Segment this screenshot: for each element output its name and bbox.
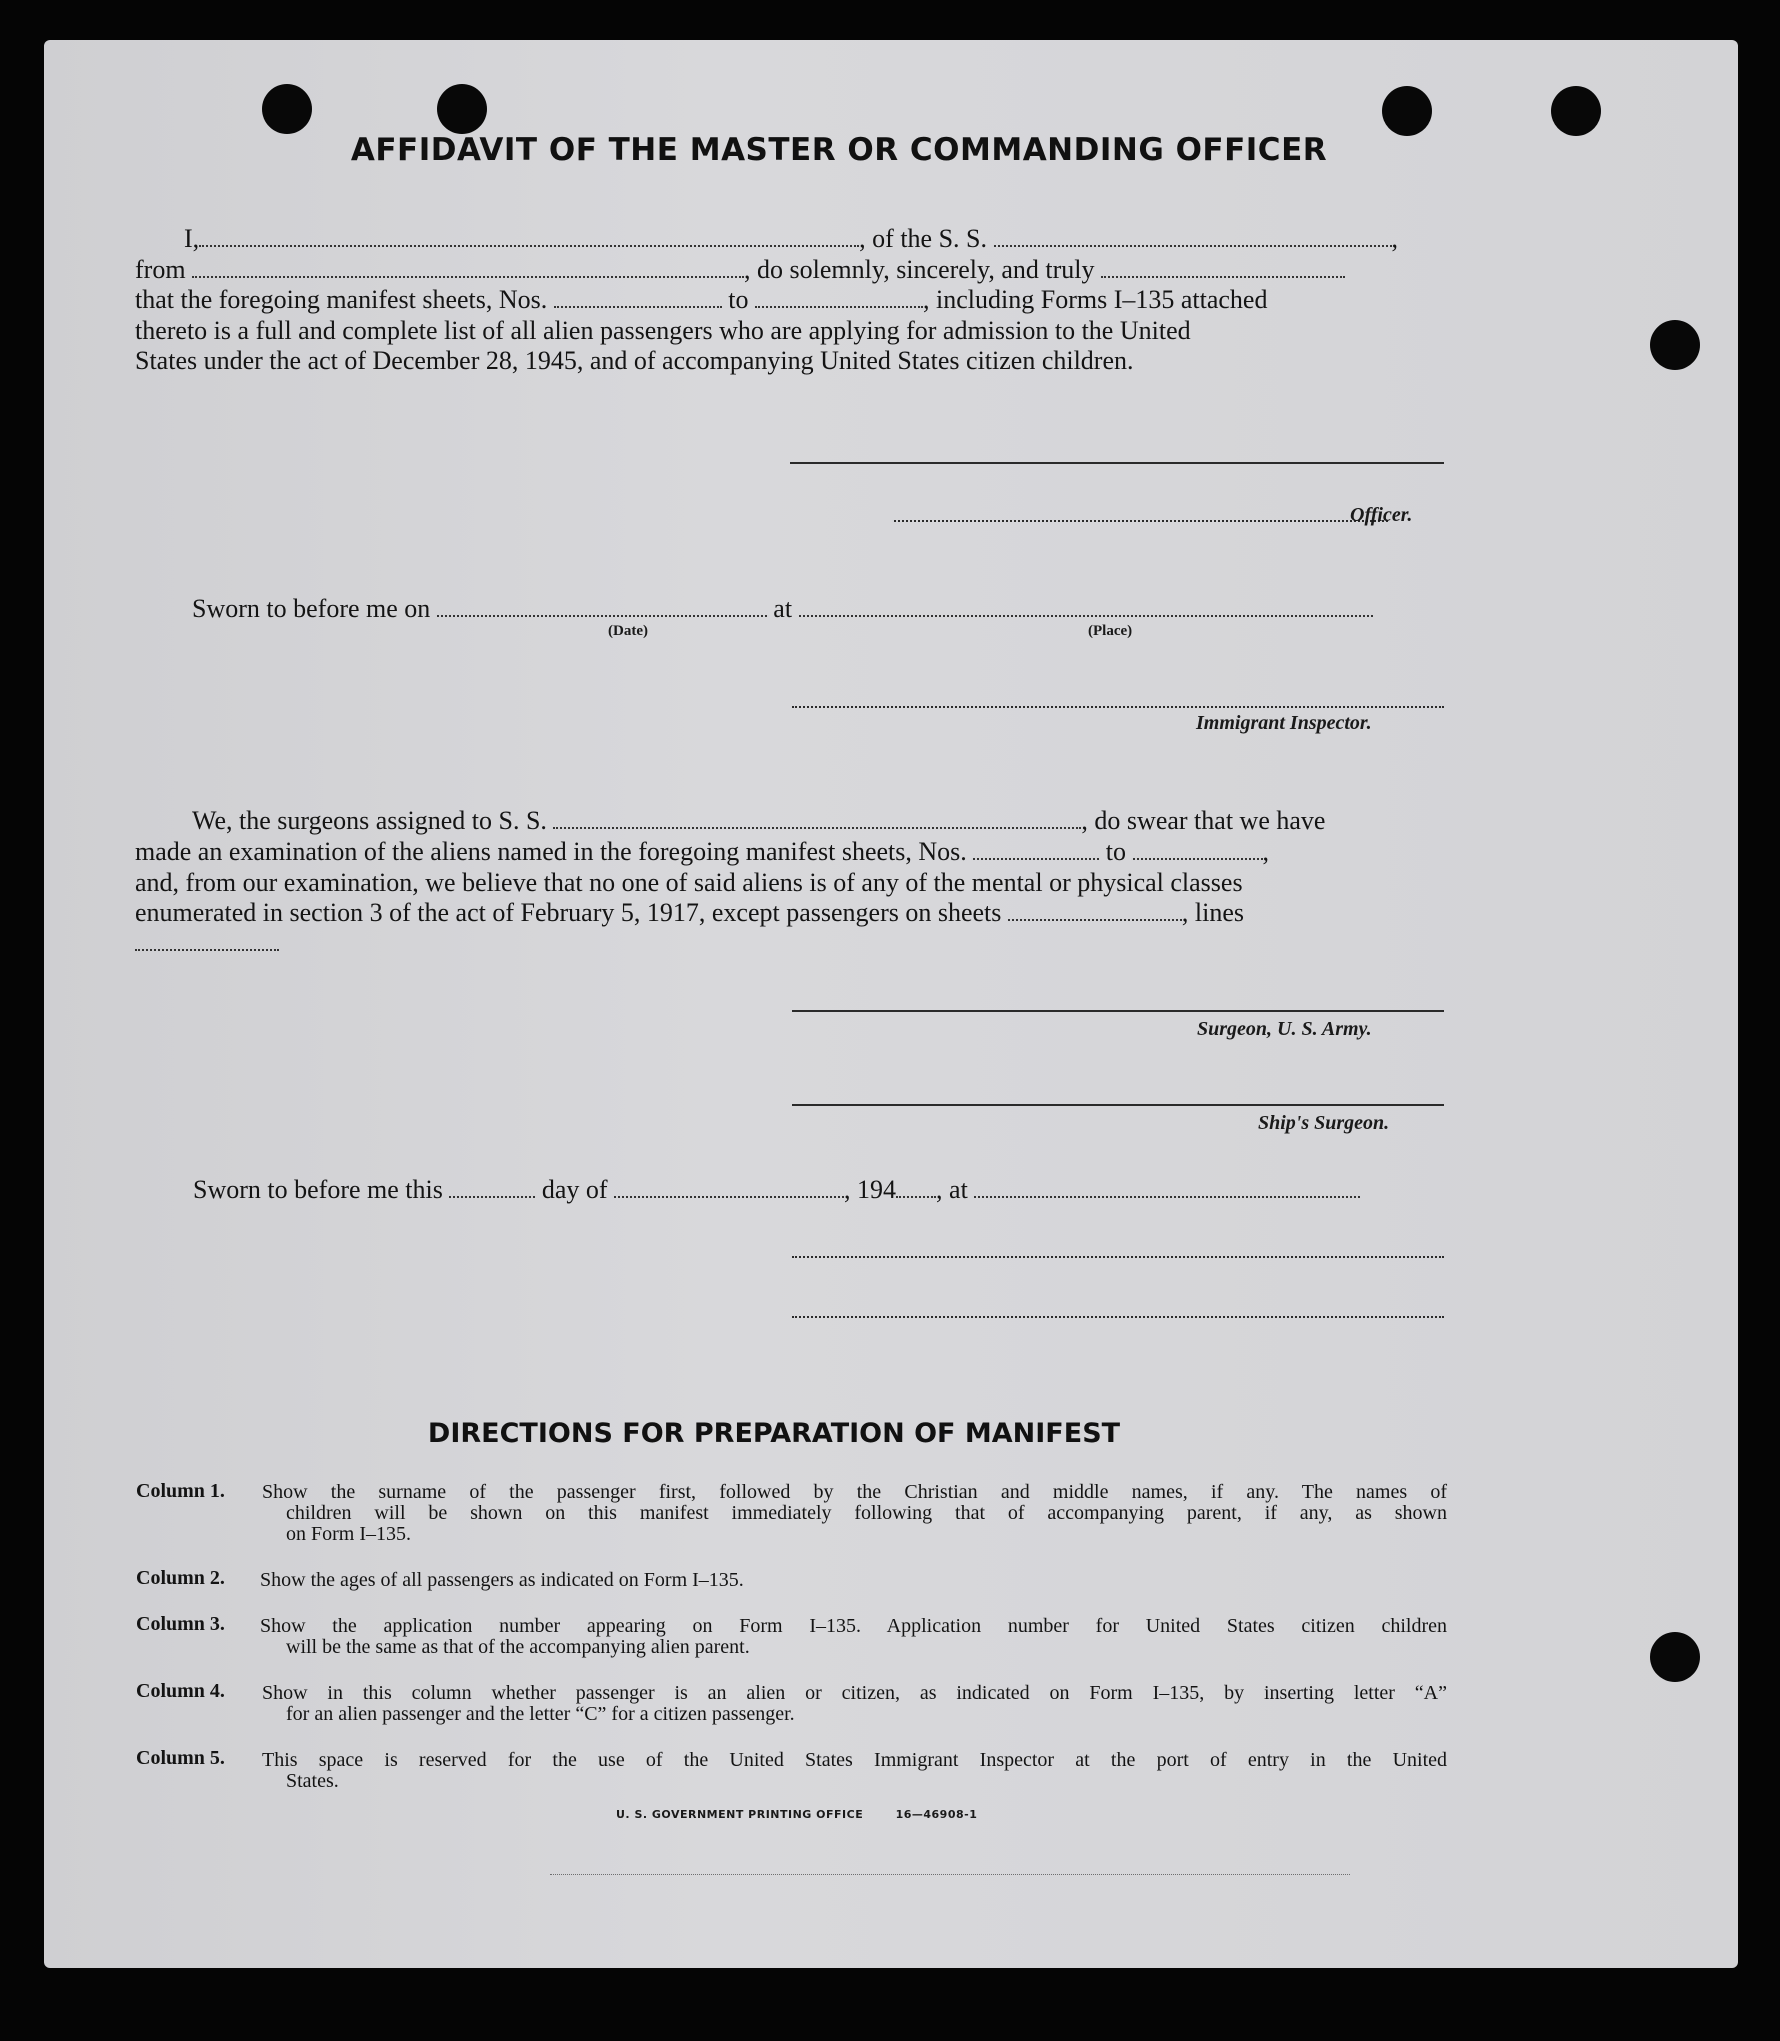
from-port-field[interactable] [192,258,744,278]
witness-signature-line-1[interactable] [792,1256,1444,1258]
punch-hole [437,84,487,134]
surgeons-ship-field[interactable] [553,809,1081,829]
sworn-year-field[interactable] [896,1178,936,1198]
surgeons-line-1: We, the surgeons assigned to S. S. , do swear that we have [192,806,1326,835]
ship-surgeon-label: Ship's Surgeon. [1258,1112,1390,1134]
surgeons-sheet-to-field[interactable] [1133,840,1263,860]
affidavit-line-3: that the foregoing manifest sheets, Nos. to , including Forms I–135 attached [135,285,1268,314]
army-surgeon-label: Surgeon, U. S. Army. [1197,1018,1372,1040]
except-sheets-field[interactable] [1008,901,1182,921]
date-caption: (Date) [608,623,648,639]
column-4-text: Show in this column whether passenger is an alien or citizen, as indicated on Form I–135, by inserting letter “A” for an alien passenger and the letter “C” for a citizen passenger. [262,1682,1447,1725]
punch-hole [1650,1632,1700,1682]
officer-signature-line[interactable] [894,520,1388,522]
sworn-day-field[interactable] [449,1178,535,1198]
punch-hole [262,84,312,134]
column-3-label: Column 3. [136,1613,225,1635]
master-name-field[interactable] [199,227,859,247]
column-1-text: Show the surname of the passenger first, followed by the Christian and middle names, if any. The names of children will be shown on this manifest immediately following that of accompanying parent, if any, as shown on Form I–135. [262,1481,1447,1545]
column-4-label: Column 4. [136,1680,225,1702]
inspector-signature-line[interactable] [792,706,1444,708]
bottom-dotted-rule [550,1874,1350,1875]
punch-hole [1551,86,1601,136]
affidavit-line-4: thereto is a full and complete list of all alien passengers who are applying for admission to the United [135,316,1191,345]
punch-hole [1382,86,1432,136]
officer-label: Officer. [1350,504,1413,526]
witness-signature-line-2[interactable] [792,1316,1444,1318]
surgeons-line-4: enumerated in section 3 of the act of February 5, 1917, except passengers on sheets , lines [135,898,1245,927]
column-5-label: Column 5. [136,1747,225,1769]
sworn-port-field[interactable] [974,1178,1360,1198]
form-page [44,40,1738,1968]
sworn-line-1: Sworn to before me on at [192,594,1373,624]
except-lines-field[interactable] [135,931,279,951]
affidavit-title: AFFIDAVIT OF THE MASTER OR COMMANDING OFFICER [350,132,1328,168]
punch-hole [1650,320,1700,370]
master-signature-line[interactable] [790,462,1444,464]
surgeons-line-2: made an examination of the aliens named in the foregoing manifest sheets, Nos. to , [135,837,1269,866]
place-caption: (Place) [1088,623,1133,639]
sheet-from-field[interactable] [554,288,722,308]
sworn-date-field[interactable] [437,597,767,617]
directions-title: DIRECTIONS FOR PREPARATION OF MANIFEST [427,1418,1121,1449]
army-surgeon-signature-line[interactable] [792,1010,1444,1012]
inspector-label: Immigrant Inspector. [1196,712,1372,734]
sworn-month-field[interactable] [614,1178,844,1198]
surgeons-sheet-from-field[interactable] [973,840,1099,860]
column-1-label: Column 1. [136,1480,225,1502]
column-5-text: This space is reserved for the use of the United States Immigrant Inspector at the port of entry in the United States. [262,1749,1447,1792]
surgeons-line-5 [135,928,279,958]
column-2-label: Column 2. [136,1567,225,1589]
ship-name-field[interactable] [994,227,1392,247]
column-2-text: Show the ages of all passengers as indicated on Form I–135. [260,1569,744,1591]
ship-surgeon-signature-line[interactable] [792,1104,1444,1106]
printer-imprint: U. S. GOVERNMENT PRINTING OFFICE 16—46908-1 [616,1808,978,1821]
affidavit-line-1: I, , of the S. S. , [184,224,1399,253]
truly-field[interactable] [1101,258,1345,278]
sworn-line-2: Sworn to before me this day of , 194 , at [193,1175,1360,1205]
affidavit-line-2: from , do solemnly, sincerely, and truly [135,255,1345,285]
surgeons-line-3: and, from our examination, we believe that no one of said aliens is of any of the mental or physical classes [135,868,1243,897]
affidavit-line-5: States under the act of December 28, 1945, and of accompanying United States citizen children. [135,346,1134,375]
sheet-to-field[interactable] [755,288,923,308]
sworn-place-field[interactable] [799,597,1373,617]
column-3-text: Show the application number appearing on Form I–135. Application number for United States citizen children will be the same as that of the accompanying alien parent. [260,1615,1447,1658]
